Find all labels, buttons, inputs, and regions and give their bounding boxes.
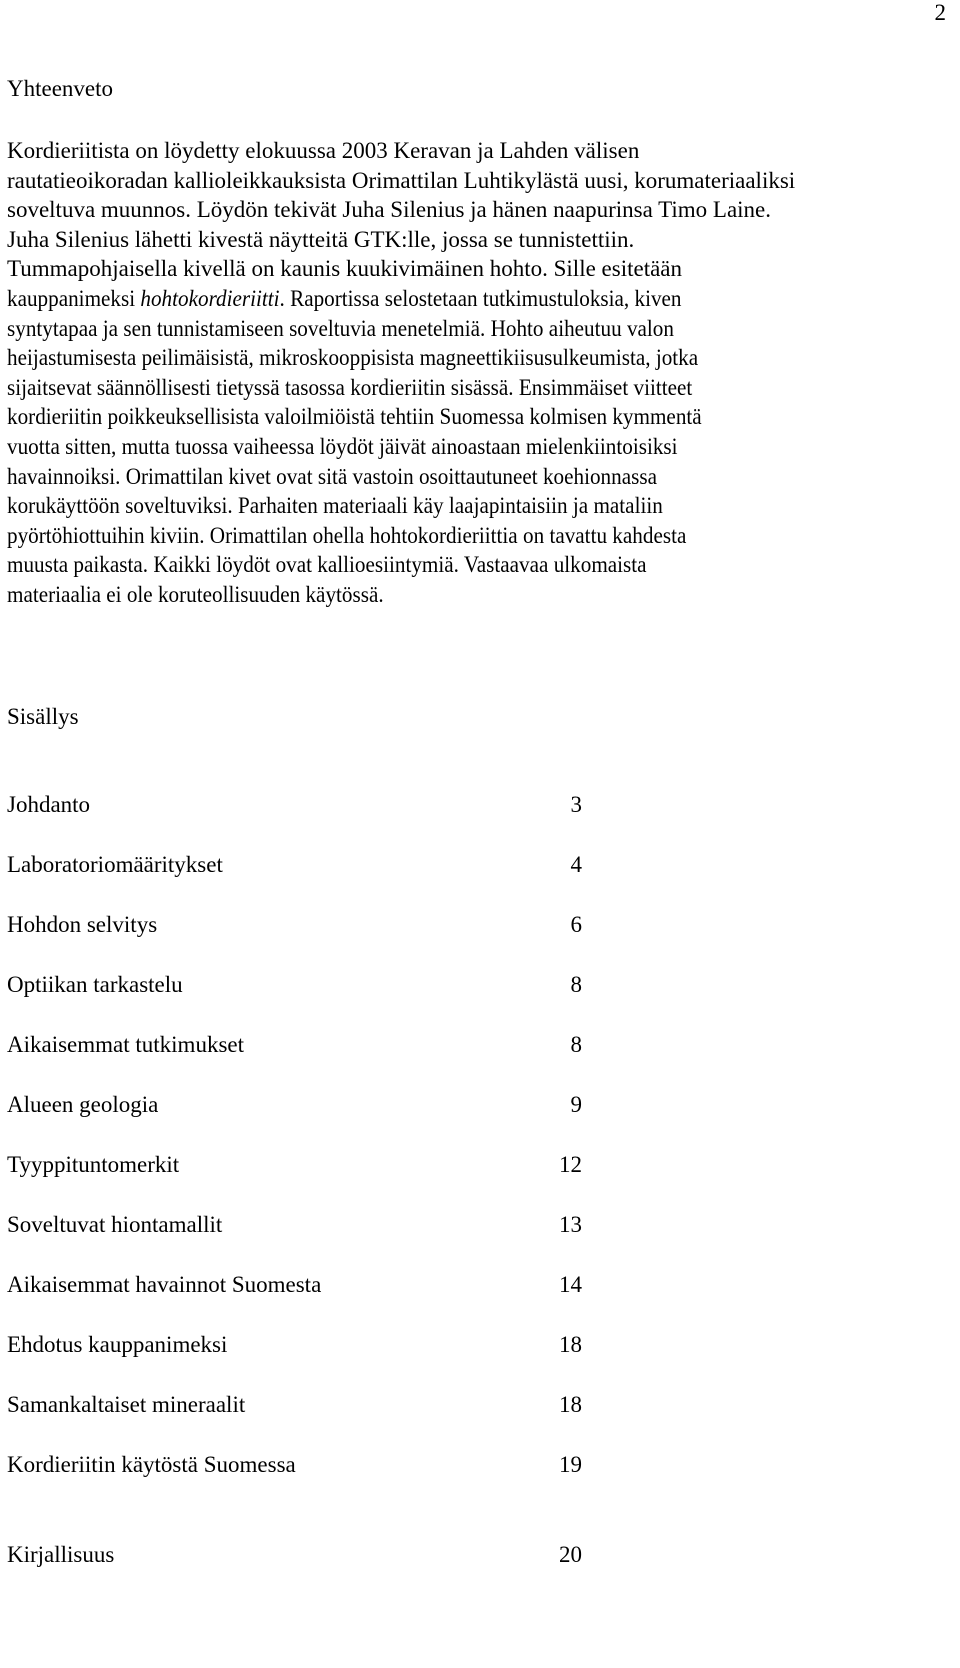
summary-heading: Yhteenveto [7, 76, 114, 101]
toc-entry [7, 1150, 607, 1180]
summary-line: Kordieriitista on löydetty elokuussa 2003 Keravan ja Lahden välisen [7, 138, 640, 163]
toc-entry-page: 8 [570, 972, 582, 997]
toc-entry [7, 790, 607, 820]
summary-line-text: havainnoiksi. Orimattilan kivet ovat sitä vastoin osoittautuneet koehionnassa [7, 463, 657, 489]
toc-entry-page: 8 [570, 1032, 582, 1057]
toc-entry [7, 1090, 607, 1120]
summary-line-text: muusta paikasta. Kaikki löydöt ovat kallioesiintymiä. Vastaavaa ulkomaista [7, 552, 647, 578]
toc-entry-title: Tyyppituntomerkit [7, 1152, 180, 1177]
summary-line [7, 402, 942, 432]
summary-line [7, 432, 942, 462]
toc-entry [7, 850, 607, 880]
toc-entry-title: Aikaisemmat havainnot Suomesta [7, 1272, 322, 1297]
page-number: 2 [934, 0, 946, 25]
toc-entry-page: 9 [570, 1092, 582, 1117]
summary-line [7, 550, 942, 580]
toc-heading: Sisällys [7, 704, 79, 729]
toc-entry-title: Ehdotus kauppanimeksi [7, 1332, 228, 1357]
summary-line [7, 343, 942, 373]
summary-line: soveltuva muunnos. Löydön tekivät Juha Silenius ja hänen naapurinsa Timo Laine. [7, 197, 772, 223]
summary-line: Tummapohjaisella kivellä on kaunis kuukivimäinen hohto. Sille esitetään [7, 256, 682, 282]
toc-entry-page: 12 [559, 1152, 582, 1177]
summary-line: Juha Silenius lähetti kivestä näytteitä GTK:lle, jossa se tunnistettiin. [7, 226, 635, 252]
toc-entry-page: 4 [570, 852, 582, 877]
toc-entry-page: 19 [559, 1452, 582, 1477]
summary-line-text: syntytapaa ja sen tunnistamiseen soveltuvia menetelmiä. Hohto aiheutuu valon [7, 315, 674, 341]
toc-entry-title: Soveltuvat hiontamallit [7, 1212, 223, 1237]
toc-entry-title: Aikaisemmat tutkimukset [7, 1032, 244, 1057]
toc-entry [7, 1540, 607, 1570]
toc-entry [7, 1450, 607, 1480]
summary-line [7, 462, 942, 492]
toc-entry-page: 13 [559, 1212, 582, 1237]
summary-line [7, 521, 942, 551]
summary-line: rautatieoikoradan kallioleikkauksista Orimattilan Luhtikylästä uusi, korumateriaaliksi [7, 167, 796, 193]
trade-name: hohtokordieriitti [140, 285, 280, 311]
summary-line-text: sijaitsevat säännöllisesti tietyssä tasossa kordieriitin sisässä. Ensimmäiset viitteet [7, 374, 693, 400]
summary-line-text [7, 284, 682, 314]
toc-entry-title: Johdanto [7, 792, 91, 817]
toc-entry-page: 6 [570, 912, 582, 937]
summary-line [7, 373, 942, 403]
toc-entry-title: Optiikan tarkastelu [7, 972, 183, 997]
toc-entry-title: Hohdon selvitys [7, 912, 158, 937]
summary-line [7, 314, 942, 344]
summary-line [7, 580, 942, 610]
toc-entry-title: Samankaltaiset mineraalit [7, 1392, 246, 1417]
toc-entry-title: Kordieriitin käytöstä Suomessa [7, 1452, 296, 1477]
toc-entry-page: 20 [559, 1542, 582, 1567]
toc-entry-page: 14 [559, 1272, 582, 1297]
toc-entry [7, 1030, 607, 1060]
summary-line-text: kordieriitin poikkeuksellisista valoilmiöistä tehtiin Suomessa kolmisen kymmentä [7, 404, 702, 430]
summary-line-suffix: . Raportissa selostetaan tutkimustuloksia, kiven [279, 285, 682, 311]
summary-line [7, 491, 942, 521]
toc-entry-title: Alueen geologia [7, 1092, 159, 1117]
toc-entry-page: 18 [559, 1392, 582, 1417]
toc-entry-page: 3 [570, 792, 582, 817]
summary-line-text: pyörtöhiottuihin kiviin. Orimattilan ohella hohtokordieriittia on tavattu kahdesta [7, 522, 687, 548]
toc-entry-title: Laboratoriomääritykset [7, 852, 223, 877]
summary-paragraph [7, 136, 942, 610]
summary-line-text: heijastumisesta peilimäisistä, mikroskooppisista magneettikiisusulkeumista, jotka [7, 345, 699, 371]
summary-line [7, 284, 942, 314]
toc-entry [7, 1330, 607, 1360]
summary-line-prefix: kauppanimeksi [7, 285, 141, 311]
summary-line-text: vuotta sitten, mutta tuossa vaiheessa löydöt jäivät ainoastaan mielenkiintoisiksi [7, 433, 678, 459]
toc-entry-page: 18 [559, 1332, 582, 1357]
toc-entry [7, 1270, 607, 1300]
toc-entry [7, 910, 607, 940]
summary-line-text: materiaalia ei ole koruteollisuuden käytössä. [7, 581, 384, 607]
toc-entry [7, 1390, 607, 1420]
toc-entry-title: Kirjallisuus [7, 1542, 115, 1567]
toc-entry [7, 1210, 607, 1240]
toc-entry [7, 970, 607, 1000]
summary-line-text: korukäyttöön soveltuviksi. Parhaiten materiaali käy laajapintaisiin ja mataliin [7, 493, 663, 519]
